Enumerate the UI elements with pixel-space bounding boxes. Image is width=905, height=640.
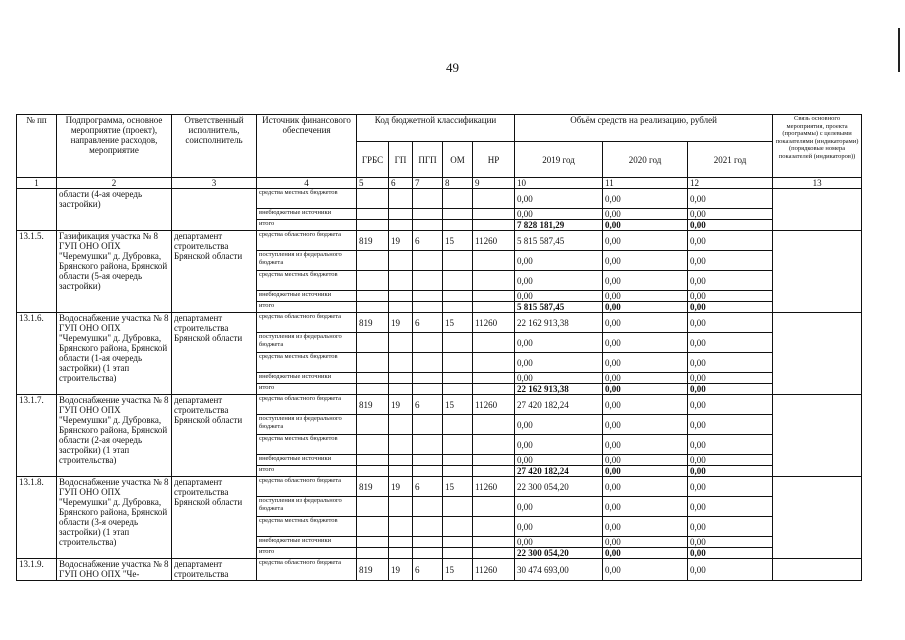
row-num — [17, 189, 57, 231]
source-local: средства местных бюджетов — [257, 271, 357, 291]
source-extra: внебюджетные источники — [257, 537, 357, 548]
value-2020: 0,00 — [603, 477, 688, 497]
row-dept: департамент строительства Брянской области — [172, 231, 257, 313]
total-2020: 0,00 — [603, 302, 688, 313]
total-2021: 0,00 — [688, 302, 773, 313]
row-dept — [172, 189, 257, 231]
value-2021: 0,00 — [688, 209, 773, 220]
value-2020: 0,00 — [603, 251, 688, 271]
total-2019: 7 828 181,29 — [515, 220, 603, 231]
code-om: 15 — [443, 395, 473, 415]
total-2019: 22 162 913,38 — [515, 384, 603, 395]
total-2021: 0,00 — [688, 466, 773, 477]
code-nr: 11260 — [473, 395, 515, 415]
row-num: 13.1.6. — [17, 313, 57, 395]
row-num: 13.1.9. — [17, 559, 57, 581]
table-row — [17, 477, 862, 497]
code-gp: 19 — [389, 231, 413, 251]
code-nr: 11260 — [473, 559, 515, 581]
value-2021: 0,00 — [688, 373, 773, 384]
source-local: средства местных бюджетов — [257, 353, 357, 373]
header-nr: НР — [473, 142, 515, 178]
value-2020: 0,00 — [603, 209, 688, 220]
code-nr: 11260 — [473, 477, 515, 497]
code-pgp: 6 — [413, 231, 443, 251]
value-2021: 0,00 — [688, 231, 773, 251]
value-2019: 0,00 — [515, 189, 603, 209]
row-name: Водоснабжение участка № 8 ГУП ОНО ОПХ "Че- — [57, 559, 172, 581]
code-pgp: 6 — [413, 395, 443, 415]
code-gp: 19 — [389, 395, 413, 415]
value-2021: 0,00 — [688, 455, 773, 466]
colnum: 12 — [688, 178, 773, 189]
source-extra: внебюджетные источники — [257, 455, 357, 466]
value-2021: 0,00 — [688, 251, 773, 271]
header-link: Связь основного мероприятия, проекта (программы) с целевыми показателями (индикаторами) (порядковые номера показателей (индикаторов)) — [773, 115, 862, 178]
value-2020: 0,00 — [603, 455, 688, 466]
value-2019: 22 300 054,20 — [515, 477, 603, 497]
column-numbers-row — [17, 178, 862, 189]
row-name: Водоснабжение участка № 8 ГУП ОНО ОПХ "Черемушки" д. Дубровка, Брянского района, Брянской области (1-ая очередь застройки) (1 этап строительства) — [57, 313, 172, 395]
source-total: итого — [257, 302, 357, 313]
value-2019: 22 162 913,38 — [515, 313, 603, 333]
colnum: 4 — [257, 178, 357, 189]
table-row — [17, 559, 862, 581]
code-pgp: 6 — [413, 477, 443, 497]
value-2021: 0,00 — [688, 559, 773, 581]
code-om: 15 — [443, 477, 473, 497]
source-local: средства местных бюджетов — [257, 435, 357, 455]
row-name: области (4-ая очередь застройки) — [57, 189, 172, 231]
colnum: 1 — [17, 178, 57, 189]
colnum: 6 — [389, 178, 413, 189]
value-2021: 0,00 — [688, 517, 773, 537]
total-2019: 5 815 587,45 — [515, 302, 603, 313]
row-name: Газификация участка № 8 ГУП ОНО ОПХ "Черемушки" д. Дубровка, Брянского района, Брянской области (5-ая очередь застройки) — [57, 231, 172, 313]
value-2019: 0,00 — [515, 291, 603, 302]
source-extra: внебюджетные источники — [257, 209, 357, 220]
value-2021: 0,00 — [688, 537, 773, 548]
value-2019: 0,00 — [515, 209, 603, 220]
value-2020: 0,00 — [603, 435, 688, 455]
value-2020: 0,00 — [603, 313, 688, 333]
source-regional: средства областного бюджета — [257, 559, 357, 581]
source-federal: поступления из федерального бюджета — [257, 251, 357, 271]
source-regional: средства областного бюджета — [257, 313, 357, 333]
total-2021: 0,00 — [688, 220, 773, 231]
colnum: 11 — [603, 178, 688, 189]
value-2019: 0,00 — [515, 455, 603, 466]
header-gp: ГП — [389, 142, 413, 178]
header-2021: 2021 год — [688, 142, 773, 178]
value-2021: 0,00 — [688, 291, 773, 302]
row-name: Водоснабжение участка № 8 ГУП ОНО ОПХ "Черемушки" д. Дубровка, Брянского района, Брянской области (3-я очередь застройки) (1 этап строительства) — [57, 477, 172, 559]
row-link — [773, 189, 862, 231]
value-2021: 0,00 — [688, 415, 773, 435]
value-2020: 0,00 — [603, 497, 688, 517]
row-dept: департамент строительства Брянской области — [172, 313, 257, 395]
row-name: Водоснабжение участка № 8 ГУП ОНО ОПХ "Черемушки" д. Дубровка, Брянского района, Брянской области (2-ая очередь застройки) (1 этап строительства) — [57, 395, 172, 477]
total-2021: 0,00 — [688, 384, 773, 395]
total-2020: 0,00 — [603, 466, 688, 477]
value-2019: 0,00 — [515, 271, 603, 291]
value-2019: 30 474 693,00 — [515, 559, 603, 581]
header-om: ОМ — [443, 142, 473, 178]
value-2020: 0,00 — [603, 291, 688, 302]
value-2020: 0,00 — [603, 537, 688, 548]
value-2021: 0,00 — [688, 477, 773, 497]
total-2020: 0,00 — [603, 548, 688, 559]
code-grbs: 819 — [357, 559, 389, 581]
value-2019: 0,00 — [515, 251, 603, 271]
value-2020: 0,00 — [603, 415, 688, 435]
value-2020: 0,00 — [603, 517, 688, 537]
colnum: 3 — [172, 178, 257, 189]
source-local: средства местных бюджетов — [257, 189, 357, 209]
code-om: 15 — [443, 231, 473, 251]
row-dept: департамент строительства Брянской области — [172, 395, 257, 477]
row-num: 13.1.5. — [17, 231, 57, 313]
value-2021: 0,00 — [688, 353, 773, 373]
value-2021: 0,00 — [688, 395, 773, 415]
row-link — [773, 559, 862, 581]
code-om: 15 — [443, 559, 473, 581]
value-2020: 0,00 — [603, 271, 688, 291]
value-2019: 0,00 — [515, 333, 603, 353]
row-link — [773, 231, 862, 313]
code-grbs: 819 — [357, 231, 389, 251]
value-2019: 0,00 — [515, 373, 603, 384]
budget-table — [16, 114, 862, 581]
table-row — [17, 189, 862, 209]
source-extra: внебюджетные источники — [257, 291, 357, 302]
code-grbs: 819 — [357, 477, 389, 497]
total-2020: 0,00 — [603, 384, 688, 395]
code-gp: 19 — [389, 559, 413, 581]
header-num: № пп — [17, 115, 57, 178]
value-2019: 5 815 587,45 — [515, 231, 603, 251]
total-2019: 22 300 054,20 — [515, 548, 603, 559]
value-2020: 0,00 — [603, 395, 688, 415]
header-volume: Объём средств на реализацию, рублей — [515, 115, 773, 142]
source-regional: средства областного бюджета — [257, 477, 357, 497]
code-gp: 19 — [389, 313, 413, 333]
value-2020: 0,00 — [603, 231, 688, 251]
row-num: 13.1.8. — [17, 477, 57, 559]
value-2019: 0,00 — [515, 537, 603, 548]
colnum: 13 — [773, 178, 862, 189]
row-link — [773, 477, 862, 559]
colnum: 2 — [57, 178, 172, 189]
source-total: итого — [257, 384, 357, 395]
source-federal: поступления из федерального бюджета — [257, 333, 357, 353]
code-nr: 11260 — [473, 231, 515, 251]
value-2021: 0,00 — [688, 313, 773, 333]
colnum: 9 — [473, 178, 515, 189]
header-program: Подпрограмма, основное мероприятие (проект), направление расходов, мероприятие — [57, 115, 172, 178]
colnum: 5 — [357, 178, 389, 189]
value-2021: 0,00 — [688, 435, 773, 455]
value-2019: 0,00 — [515, 517, 603, 537]
code-grbs: 819 — [357, 313, 389, 333]
source-total: итого — [257, 220, 357, 231]
table-row — [17, 313, 862, 333]
value-2021: 0,00 — [688, 333, 773, 353]
header-budget-code: Код бюджетной классификации — [357, 115, 515, 142]
header-responsible: Ответственный исполнитель, соисполнитель — [172, 115, 257, 178]
value-2020: 0,00 — [603, 559, 688, 581]
colnum: 8 — [443, 178, 473, 189]
colnum: 10 — [515, 178, 603, 189]
total-2021: 0,00 — [688, 548, 773, 559]
header-2019: 2019 год — [515, 142, 603, 178]
value-2021: 0,00 — [688, 189, 773, 209]
row-dept: департамент строительства Брянской области — [172, 477, 257, 559]
source-regional: средства областного бюджета — [257, 395, 357, 415]
header-source: Источник финансового обеспечения — [257, 115, 357, 178]
page-edge-line — [898, 28, 900, 72]
total-2020: 0,00 — [603, 220, 688, 231]
value-2020: 0,00 — [603, 353, 688, 373]
source-federal: поступления из федерального бюджета — [257, 497, 357, 517]
source-federal: поступления из федерального бюджета — [257, 415, 357, 435]
header-2020: 2020 год — [603, 142, 688, 178]
total-2019: 27 420 182,24 — [515, 466, 603, 477]
code-pgp: 6 — [413, 559, 443, 581]
code-grbs: 819 — [357, 395, 389, 415]
source-total: итого — [257, 548, 357, 559]
row-link — [773, 313, 862, 395]
value-2020: 0,00 — [603, 373, 688, 384]
code-pgp: 6 — [413, 313, 443, 333]
value-2021: 0,00 — [688, 497, 773, 517]
value-2019: 0,00 — [515, 353, 603, 373]
table-row — [17, 231, 862, 251]
header-grbs: ГРБС — [357, 142, 389, 178]
page-number: 49 — [446, 60, 459, 75]
value-2019: 0,00 — [515, 497, 603, 517]
value-2019: 0,00 — [515, 415, 603, 435]
code-gp: 19 — [389, 477, 413, 497]
source-extra: внебюджетные источники — [257, 373, 357, 384]
colnum: 7 — [413, 178, 443, 189]
header-row — [17, 115, 862, 142]
source-regional: средства областного бюджета — [257, 231, 357, 251]
source-total: итого — [257, 466, 357, 477]
value-2019: 0,00 — [515, 435, 603, 455]
source-local: средства местных бюджетов — [257, 517, 357, 537]
code-nr: 11260 — [473, 313, 515, 333]
header-pgp: ПГП — [413, 142, 443, 178]
row-link — [773, 395, 862, 477]
table-row — [17, 395, 862, 415]
value-2020: 0,00 — [603, 333, 688, 353]
value-2021: 0,00 — [688, 271, 773, 291]
row-dept: департамент строительства — [172, 559, 257, 581]
code-om: 15 — [443, 313, 473, 333]
row-num: 13.1.7. — [17, 395, 57, 477]
value-2019: 27 420 182,24 — [515, 395, 603, 415]
value-2020: 0,00 — [603, 189, 688, 209]
